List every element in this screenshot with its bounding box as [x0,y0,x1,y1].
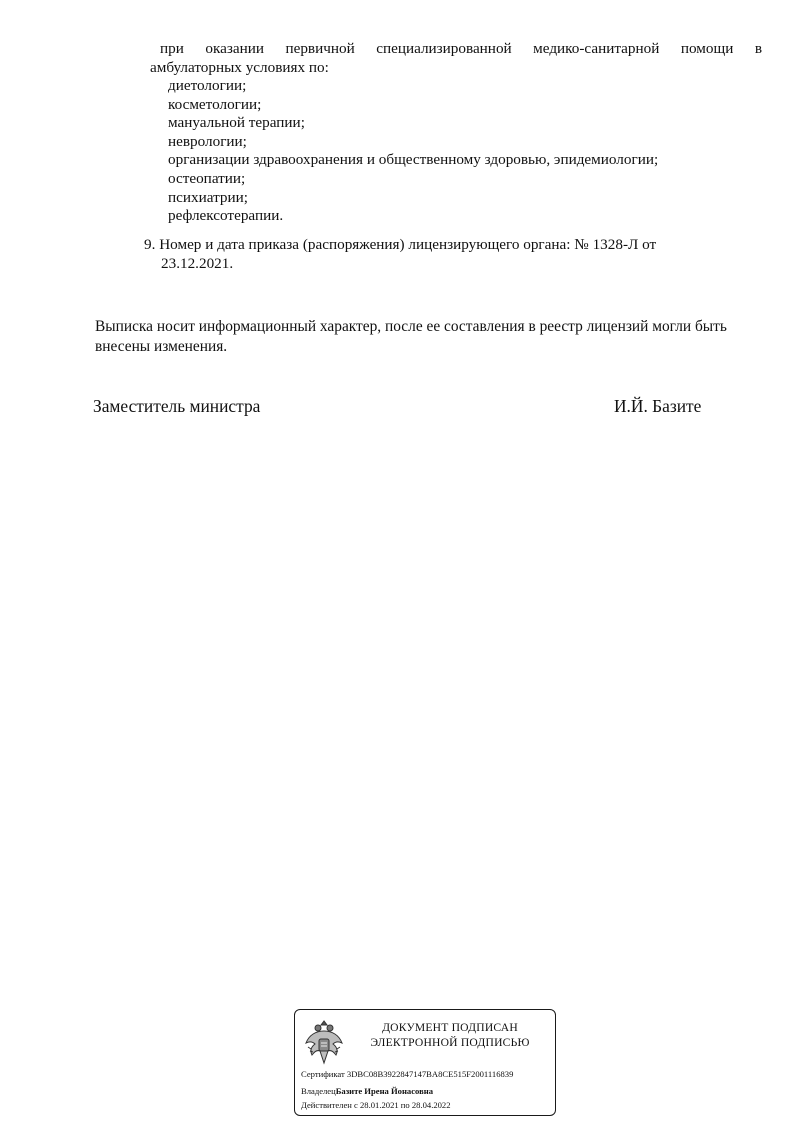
list-item: организации здравоохранения и общественному здоровью, эпидемиологии; [168,151,659,169]
owner-name: Базите Ирена Йонасовна [335,1086,433,1096]
specialties-list [168,77,658,226]
certificate-owner [301,1085,433,1097]
list-item: неврологии; [168,132,247,150]
stamp-heading-line-2: ЭЛЕКТРОННОЙ ПОДПИСЬЮ [370,1036,530,1049]
order-item-9 [144,235,744,273]
information-note: Выписка носит информационный характер, после ее составления в реестр лицензий могли быть внесены изменения. [95,318,727,355]
list-item: диетологии; [168,77,247,94]
list-item: рефлексотерапии. [168,207,284,225]
electronic-signature-stamp [294,1009,556,1116]
signer-position: Заместитель министра [93,396,261,416]
list-item: косметологии; [168,95,262,113]
signer-name: И.Й. Базите [614,396,702,416]
certificate-number: Сертификат 3DBC08B3922847147BA8CE515F2001116839 [301,1069,514,1079]
intro-line-2: амбулаторных условиях по: [150,59,329,76]
list-item: мануальной терапии; [168,114,305,132]
list-item: психиатрии; [168,188,248,206]
item-text-line-2: 23.12.2021. [161,255,234,272]
intro-paragraph [150,39,762,77]
owner-label: Владелец [301,1086,336,1096]
stamp-heading [351,1020,549,1050]
validity-period: Действителен с 28.01.2021 по 28.04.2022 [301,1100,451,1110]
intro-line-1: при оказании первичной специализированной медико-санитарной помощи в [160,40,762,57]
list-item: остеопатии; [168,169,246,187]
item-text-line-1: Номер и дата приказа (распоряжения) лицензирующего органа: № 1328-Л от [159,236,657,253]
item-number: 9. [144,236,156,253]
stamp-heading-line-1: ДОКУМЕНТ ПОДПИСАН [382,1021,518,1034]
coat-of-arms-icon [304,1017,344,1067]
